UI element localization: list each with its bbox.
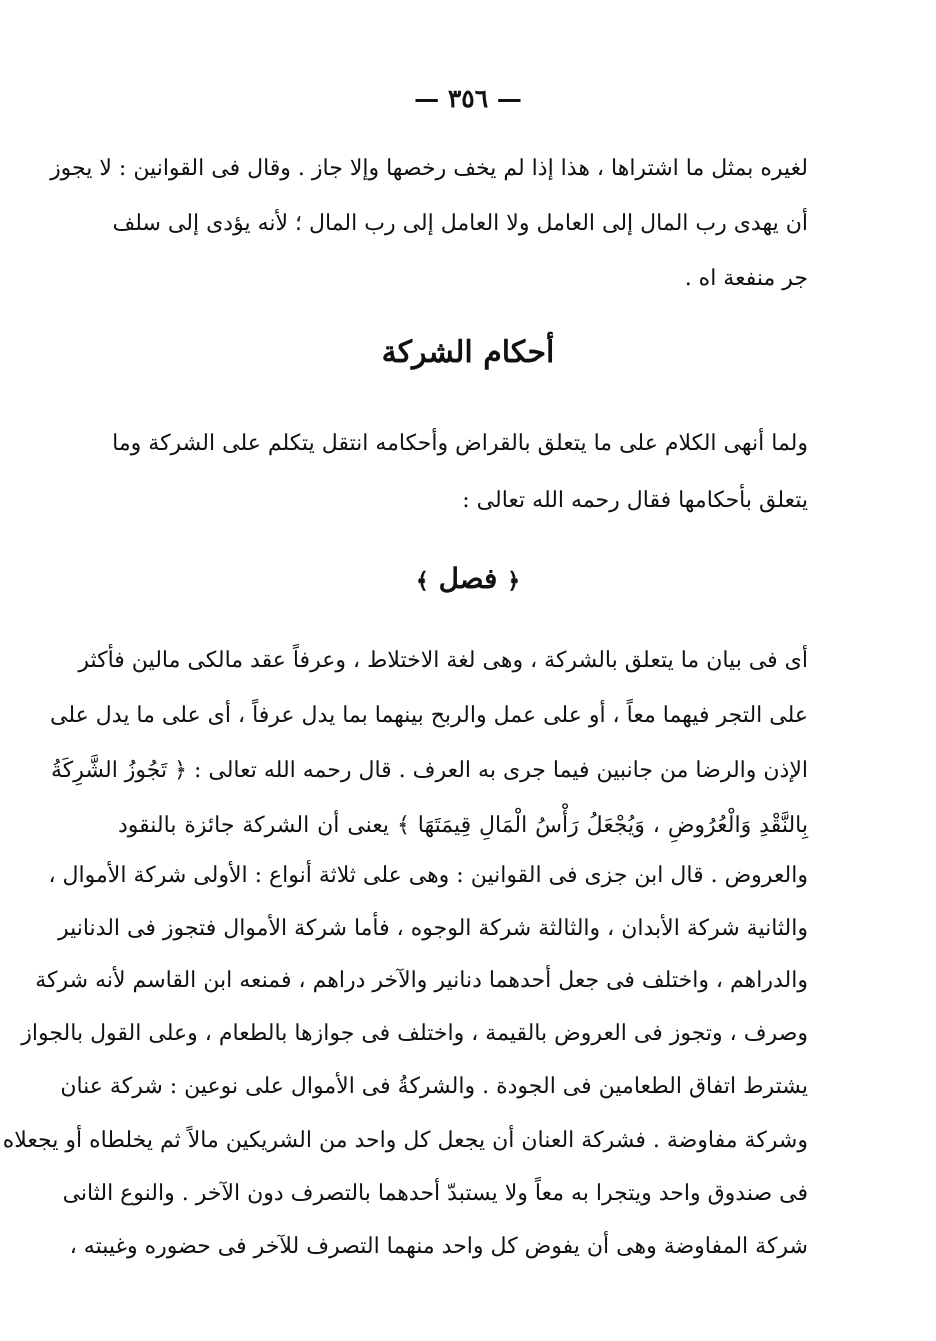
paragraph-line: شركة المفاوضة وهى أن يفوض كل واحد منهما التصرف للآخر فى حضوره وغيبته ، [69, 1234, 808, 1259]
paragraph-line: ولما أنهى الكلام على ما يتعلق بالقراض وأحكامه انتقل يتكلم على الشركة وما [112, 431, 808, 456]
paragraph-line: على التجر فيهما معاً ، أو على عمل والربح بينهما بما يدل عرفاً ، أى على ما يدل على [50, 703, 808, 728]
paragraph-line: يشترط اتفاق الطعامين فى الجودة . والشركةُ فى الأموال على نوعين : شركة عنان [60, 1074, 808, 1099]
paragraph-line: بِالنَّقْدِ وَالْعُرُوضِ ، وَيُجْعَلُ رَأْسُ الْمَالِ قِيمَتَهَا ﴾ يعنى أن الشركة جائزة بالنقود [118, 813, 808, 838]
paragraph-line: أى فى بيان ما يتعلق بالشركة ، وهى لغة الاختلاط ، وعرفاً عقد مالكى مالين فأكثر [78, 648, 808, 673]
section-heading: أحكام الشركة [381, 335, 555, 370]
paragraph-line: جر منفعة اه . [684, 266, 808, 291]
paragraph-line: وشركة مفاوضة . فشركة العنان أن يجعل كل واحد من الشريكين مالاً ثم يخلطاه أو يجعلاه [2, 1128, 808, 1153]
ornament-left-icon: ﴾ [415, 568, 429, 594]
paragraph-line: وصرف ، وتجوز فى العروض بالقيمة ، واختلف فى جوازها بالطعام ، وعلى القول بالجواز [21, 1021, 808, 1046]
paragraph-line: والعروض . قال ابن جزى فى القوانين : وهى على ثلاثة أنواع : الأولى شركة الأموال ، [48, 863, 808, 888]
paragraph-line: والثانية شركة الأبدان ، والثالثة شركة الوجوه ، فأما شركة الأموال فتجوز فى الدنانير [57, 916, 808, 941]
page-number: — ٣٥٦ — [414, 84, 522, 113]
chapter-title-text: فصل [438, 562, 498, 595]
paragraph-line: الإذن والرضا من جانبين فيما جرى به العرف . قال رحمه الله تعالى : ﴿ تَجُوزُ الشَّرِكَةُ [50, 758, 808, 783]
ornament-right-icon: ﴿ [507, 568, 521, 594]
paragraph-line: أن يهدى رب المال إلى العامل ولا العامل إلى رب المال ؛ لأنه يؤدى إلى سلف [112, 211, 808, 236]
chapter-title [0, 562, 936, 595]
paragraph-line: والدراهم ، واختلف فى جعل أحدهما دنانير والآخر دراهم ، فمنعه ابن القاسم لأنه شركة [35, 968, 808, 993]
paragraph-line: لغيره بمثل ما اشتراها ، هذا إذا لم يخف رخصها وإلا جاز . وقال فى القوانين : لا يجوز [50, 156, 808, 181]
paragraph-line: فى صندوق واحد ويتجرا به معاً ولا يستبدّ أحدهما بالتصرف دون الآخر . والنوع الثانى [62, 1181, 808, 1206]
paragraph-line: يتعلق بأحكامها فقال رحمه الله تعالى : [462, 488, 808, 513]
